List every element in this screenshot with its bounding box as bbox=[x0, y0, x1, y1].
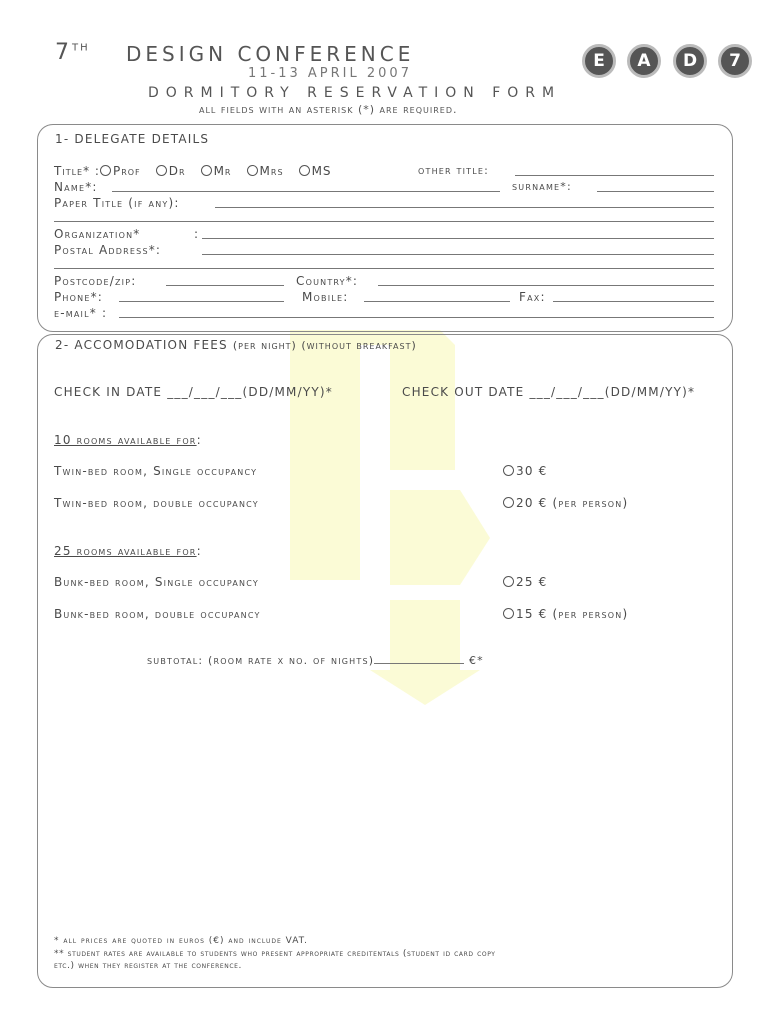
fax-label: Fax: bbox=[519, 290, 546, 304]
email-field[interactable] bbox=[119, 317, 714, 318]
radio-twin-single[interactable] bbox=[503, 465, 514, 476]
mobile-field[interactable] bbox=[364, 301, 510, 302]
footnote-prices: * all prices are quoted in euros (€) and include VAT. bbox=[54, 936, 308, 946]
radio-mr[interactable] bbox=[201, 165, 212, 176]
footnote-student-rates-cont: etc.) when they register at the conference. bbox=[54, 961, 243, 971]
section2-heading: 2- ACCOMODATION FEES (per night) (without breakfast) bbox=[55, 338, 417, 352]
room-bunk-double-label: Bunk-bed room, double occupancy bbox=[54, 607, 261, 621]
title-row: Title* : Prof Dr Mr Mrs MS bbox=[54, 164, 332, 178]
postal-address-field-line2[interactable] bbox=[54, 268, 714, 269]
radio-bunk-single[interactable] bbox=[503, 576, 514, 587]
room-twin-double-option[interactable]: 20 € (per person) bbox=[503, 496, 628, 510]
logo-letter-d: D bbox=[673, 44, 707, 78]
check-out-date-field[interactable]: CHECK OUT DATE ___/___/___(DD/MM/YY)* bbox=[402, 385, 696, 399]
room-twin-single-option[interactable]: 30 € bbox=[503, 464, 548, 478]
logo-letter-a: A bbox=[627, 44, 661, 78]
paper-title-label: Paper Title (if any): bbox=[54, 196, 180, 210]
postal-address-label: Postal Address*: bbox=[54, 243, 162, 257]
room-twin-single-label: Twin-bed room, Single occupancy bbox=[54, 464, 258, 478]
organization-label: Organization* bbox=[54, 227, 141, 241]
room-bunk-single-option[interactable]: 25 € bbox=[503, 575, 548, 589]
surname-label: surname*: bbox=[512, 180, 572, 193]
form-title: DORMITORY RESERVATION FORM bbox=[148, 85, 562, 101]
postcode-field[interactable] bbox=[166, 285, 284, 286]
title-label: Title* : bbox=[54, 164, 100, 178]
group1-title: 10 rooms available for: bbox=[54, 433, 202, 447]
radio-mrs[interactable] bbox=[247, 165, 258, 176]
conference-dates: 11-13 APRIL 2007 bbox=[248, 66, 412, 81]
check-in-date-field[interactable]: CHECK IN DATE ___/___/___(DD/MM/YY)* bbox=[54, 385, 333, 399]
phone-field[interactable] bbox=[119, 301, 284, 302]
group2-title: 25 rooms available for: bbox=[54, 544, 202, 558]
name-label: Name*: bbox=[54, 180, 98, 194]
fax-field[interactable] bbox=[553, 301, 714, 302]
organization-field[interactable] bbox=[202, 238, 714, 239]
country-field[interactable] bbox=[378, 285, 714, 286]
mobile-label: Mobile: bbox=[302, 290, 349, 304]
surname-field[interactable] bbox=[597, 191, 714, 192]
required-note: all fields with an asterisk (*) are required. bbox=[199, 103, 458, 116]
logo-number-7: 7 bbox=[718, 44, 752, 78]
section1-heading: 1- DELEGATE DETAILS bbox=[55, 132, 210, 146]
country-label: Country*: bbox=[296, 274, 359, 288]
radio-prof[interactable] bbox=[100, 165, 111, 176]
email-label: e-mail* : bbox=[54, 306, 108, 320]
name-field[interactable] bbox=[112, 191, 500, 192]
subtotal-field[interactable] bbox=[374, 663, 464, 664]
other-title-label: other title: bbox=[418, 164, 490, 177]
organization-colon: : bbox=[194, 227, 200, 241]
footnote-student-rates: ** student rates are available to students who present appropriate creditentals (student id card copy bbox=[54, 949, 496, 959]
paper-title-field[interactable] bbox=[215, 207, 714, 208]
postal-address-field[interactable] bbox=[202, 254, 714, 255]
conference-ordinal: 7TH bbox=[55, 40, 90, 65]
subtotal-row: subtotal: (room rate x no. of nights) €* bbox=[147, 654, 484, 667]
radio-twin-double[interactable] bbox=[503, 497, 514, 508]
paper-title-field-line2[interactable] bbox=[54, 221, 714, 222]
postcode-label: Postcode/zip: bbox=[54, 274, 137, 288]
radio-dr[interactable] bbox=[156, 165, 167, 176]
radio-bunk-double[interactable] bbox=[503, 608, 514, 619]
room-twin-double-label: Twin-bed room, double occupancy bbox=[54, 496, 259, 510]
room-bunk-double-option[interactable]: 15 € (per person) bbox=[503, 607, 628, 621]
logo-letter-e: E bbox=[582, 44, 616, 78]
phone-label: Phone*: bbox=[54, 290, 104, 304]
other-title-field[interactable] bbox=[515, 175, 714, 176]
radio-ms[interactable] bbox=[299, 165, 310, 176]
room-bunk-single-label: Bunk-bed room, Single occupancy bbox=[54, 575, 259, 589]
conference-title: DESIGN CONFERENCE bbox=[126, 42, 415, 66]
